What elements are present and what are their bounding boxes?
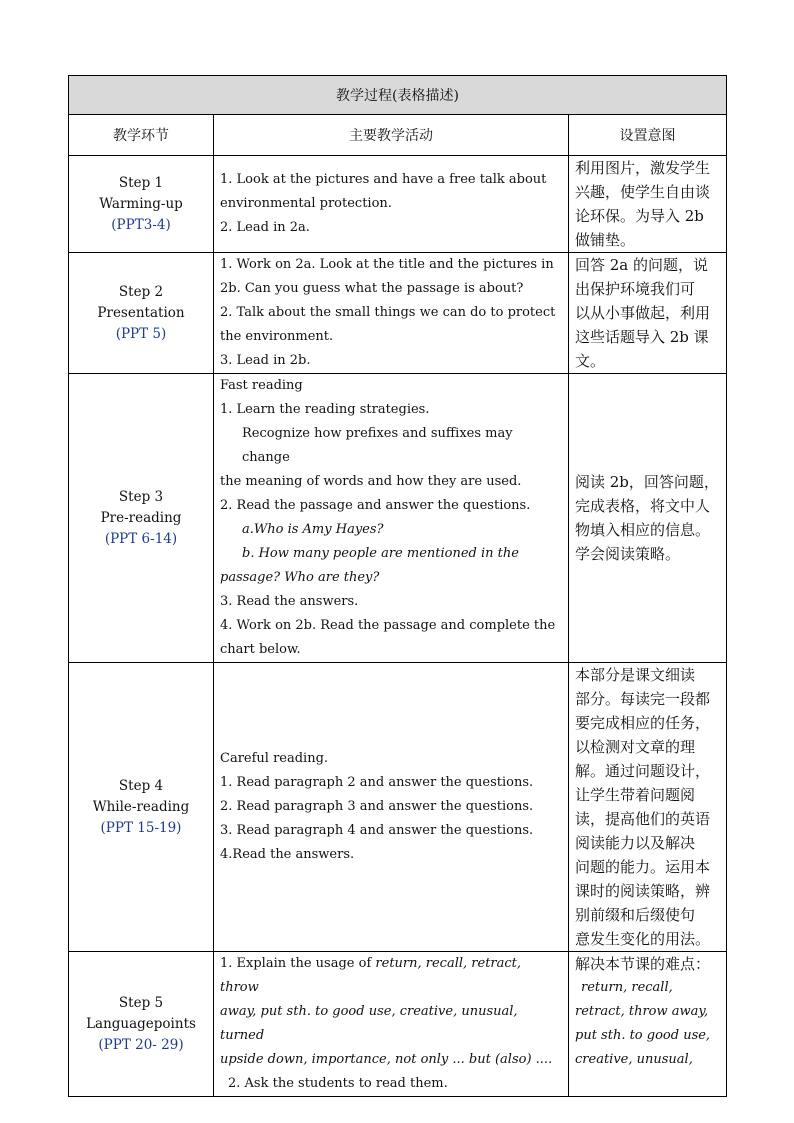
purpose-line: put sth. to good use, [575,1028,711,1043]
table-row [69,253,727,374]
table-row [69,156,727,253]
activity-line: the environment. [220,329,334,344]
step-cell [69,952,214,1097]
purpose-cell [569,253,727,374]
activity-line: 1. Look at the pictures and have a free talk about [220,172,547,187]
step-cell [69,156,214,253]
activity-terms: away, put sth. to good use, creative, unusual, turned [220,1004,518,1043]
purpose-line: 读，提高他们的英语 [575,810,711,828]
purpose-line: 学会阅读策略。 [575,545,681,563]
purpose-line: 解决本节课的难点： [575,955,711,973]
activity-line: 2. Lead in 2a. [220,220,310,235]
step-cell [69,374,214,663]
step-stage: Languagepoints [86,1015,196,1032]
purpose-line: 问题的能力。运用本 [575,858,711,876]
activities-cell [214,663,569,952]
step-ppt: (PPT 15-19) [100,819,182,836]
purpose-cell [569,663,727,952]
activity-line: Fast reading [220,378,303,393]
purpose-line: 本部分是课文细读 [575,666,696,684]
table-row [69,663,727,952]
activity-terms: upside down, importance, not only ... but (also) .... [220,1052,553,1067]
purpose-line: 要完成相应的任务， [575,714,711,732]
activity-line [220,952,562,1000]
purpose-line: 以检测对文章的理 [575,738,696,756]
purpose-line: 论环保。为导入 2b [575,207,704,225]
purpose-line: 做铺垫。 [575,231,636,249]
header-stage: 教学环节 [69,115,214,156]
step-number: Step 4 [118,777,164,794]
header-activities: 主要教学活动 [214,115,569,156]
purpose-line: 让学生带着问题阅 [575,786,696,804]
table-row [69,374,727,663]
activities-cell [214,952,569,1097]
step-stage: Pre-reading [100,509,182,526]
step-ppt: (PPT 5) [115,325,167,342]
step-number: Step 1 [118,174,164,191]
purpose-line: 这些话题导入 2b 课 [575,328,709,346]
activity-line: 2. Ask the students to read them. [228,1076,448,1091]
step-number: Step 3 [118,488,164,505]
activity-line: environmental protection. [220,196,392,211]
activity-line: 2. Talk about the small things we can do to protect [220,305,556,320]
question-line: b. How many people are mentioned in the [242,546,519,561]
purpose-line: 完成表格，将文中人 [575,497,711,515]
activity-line: 4.Read the answers. [220,847,355,862]
purpose-line: 兴趣，使学生自由谈 [575,183,711,201]
purpose-line: creative, unusual, [575,1052,693,1067]
purpose-line: 阅读能力以及解决 [575,834,696,852]
purpose-cell [569,374,727,663]
purpose-cell [569,156,727,253]
purpose-line: 出保护环境我们可 [575,280,696,298]
activity-line: 2b. Can you guess what the passage is about? [220,281,524,296]
table-row [69,952,727,1097]
purpose-line: 物填入相应的信息。 [575,521,711,539]
activities-cell [214,253,569,374]
activity-line: chart below. [220,642,301,657]
teaching-process-table [68,75,727,1097]
activity-line: 3. Read the answers. [220,594,359,609]
step-number: Step 2 [118,283,164,300]
activity-line: 2. Read the passage and answer the questions. [220,498,531,513]
activity-line: Recognize how prefixes and suffixes may change [242,426,513,465]
purpose-line: 回答 2a 的问题，说 [575,256,709,274]
activity-line: 1. Work on 2a. Look at the title and the pictures in [220,257,554,272]
question-line: a.Who is Amy Hayes? [242,522,384,537]
purpose-line: 意发生变化的用法。 [575,930,711,948]
table-title: 教学过程(表格描述) [69,76,727,115]
activity-line: 2. Read paragraph 3 and answer the questions. [220,799,534,814]
step-number: Step 5 [118,994,164,1011]
step-ppt: (PPT3-4) [111,216,171,233]
purpose-line: 部分。每读完一段都 [575,690,711,708]
activities-cell [214,156,569,253]
header-purpose: 设置意图 [569,115,727,156]
purpose-line: retract, throw away, [575,1004,709,1019]
purpose-line: 利用图片，激发学生 [575,159,711,177]
activity-line: 4. Work on 2b. Read the passage and complete the [220,618,556,633]
activity-line: 3. Read paragraph 4 and answer the questions. [220,823,534,838]
activity-line: 3. Lead in 2b. [220,353,311,368]
activities-cell [214,374,569,663]
step-stage: While-reading [92,798,190,815]
purpose-line: 解。通过问题设计， [575,762,711,780]
purpose-line: 文。 [575,352,606,370]
step-stage: Warming-up [99,195,183,212]
step-cell [69,663,214,952]
activity-line: 1. Learn the reading strategies. [220,402,430,417]
purpose-line: return, recall, [581,980,673,995]
activity-terms: return, recall, retract, throw [220,956,522,995]
purpose-line: 以从小事做起，利用 [575,304,711,322]
purpose-cell [569,952,727,1097]
activity-line: Careful reading. [220,751,329,766]
step-ppt: (PPT 20- 29) [98,1036,184,1053]
question-line: passage? Who are they? [220,570,380,585]
purpose-line: 别前缀和后缀使句 [575,906,696,924]
activity-line: the meaning of words and how they are used. [220,474,522,489]
purpose-line: 阅读 2b，回答问题， [575,473,719,491]
activity-text: 1. Explain the usage of [220,956,372,971]
purpose-line: 课时的阅读策略，辨 [575,882,711,900]
step-stage: Presentation [97,304,185,321]
step-cell [69,253,214,374]
step-ppt: (PPT 6-14) [104,530,178,547]
activity-line: 1. Read paragraph 2 and answer the questions. [220,775,534,790]
